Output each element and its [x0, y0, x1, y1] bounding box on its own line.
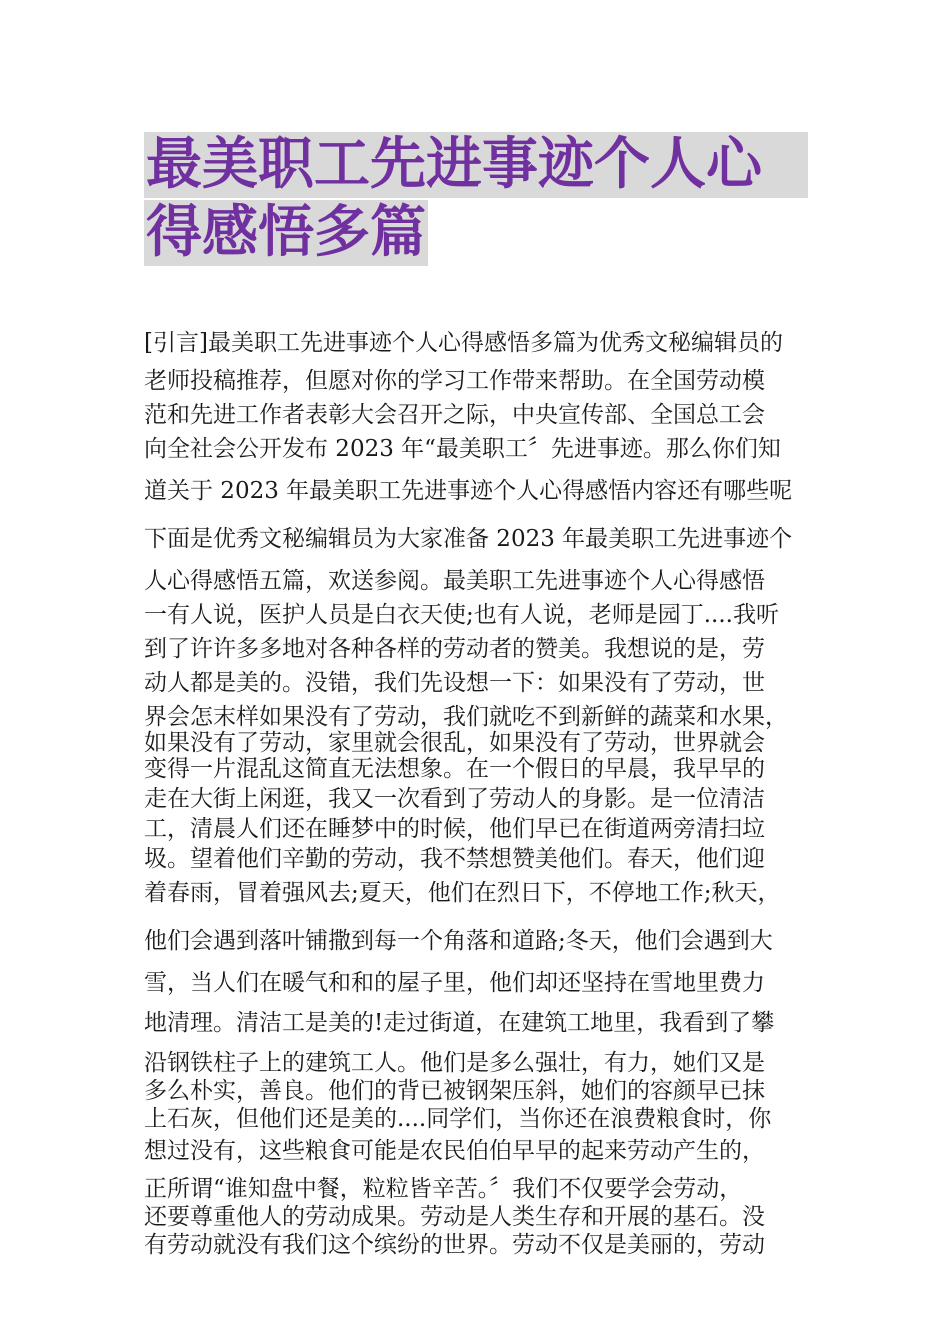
body-line: 到了许许多多地对各种各样的劳动者的赞美。我想说的是，劳 [144, 636, 765, 662]
body-line: 多么朴实，善良。他们的背已被钢架压斜，她们的容颜早已抹 [144, 1078, 765, 1104]
body-line: 下面是优秀文秘编辑员为大家准备 2023 年最美职工先进事迹个 [144, 526, 793, 552]
body-line: 走在大街上闲逛，我又一次看到了劳动人的身影。是一位清洁 [144, 786, 765, 812]
body-line: 地清理。清洁工是美的!走过街道，在建筑工地里，我看到了攀 [144, 1010, 775, 1036]
body-line: 沿钢铁柱子上的建筑工人。他们是多么强壮，有力，她们又是 [144, 1050, 765, 1076]
body-line: 想过没有，这些粮食可能是农民伯伯早早的起来劳动产生的， [144, 1138, 765, 1164]
body-line: 人心得感悟五篇，欢送参阅。最美职工先进事迹个人心得感悟 [144, 568, 765, 594]
body-line: 上石灰，但他们还是美的....同学们，当你还在浪费粮食时，你 [144, 1106, 772, 1132]
body-line: 正所谓“谁知盘中餐，粒粒皆辛苦。〞我们不仅要学会劳动， [144, 1176, 743, 1202]
body-line: 一有人说，医护人员是白衣天使;也有人说，老师是园丁....我听 [144, 602, 779, 628]
body-line: 老师投稿推荐，但愿对你的学习工作带来帮助。在全国劳动模 [144, 368, 765, 394]
body-line: 有劳动就没有我们这个缤纷的世界。劳动不仅是美丽的，劳动 [144, 1232, 765, 1258]
body-line: 雪，当人们在暖气和和的屋子里，他们却还坚持在雪地里费力 [144, 970, 765, 996]
body-line: 界会怎末样如果没有了劳动，我们就吃不到新鲜的蔬菜和水果， [144, 704, 788, 730]
body-line: 道关于 2023 年最美职工先进事迹个人心得感悟内容还有哪些呢 [144, 478, 793, 504]
body-line: 动人都是美的。没错，我们先设想一下：如果没有了劳动，世 [144, 670, 765, 696]
body-line: 圾。望着他们辛勤的劳动，我不禁想赞美他们。春天，他们迎 [144, 846, 765, 872]
body-line: 变得一片混乱这简直无法想象。在一个假日的早晨，我早早的 [144, 756, 765, 782]
body-line: 工，清晨人们还在睡梦中的时候，他们早已在街道两旁清扫垃 [144, 816, 765, 842]
body-line: 范和先进工作者表彰大会召开之际，中央宣传部、全国总工会 [144, 402, 765, 428]
body-line: 如果没有了劳动，家里就会很乱，如果没有了劳动，世界就会 [144, 730, 765, 756]
title-line-2: 得感悟多篇 [146, 200, 426, 265]
title-line-1: 最美职工先进事迹个人心 [144, 132, 808, 198]
body-line: 向全社会公开发布 2023 年“最美职工〞先进事迹。那么你们知 [144, 436, 781, 462]
body-line: 着春雨，冒着强风去;夏天，他们在烈日下，不停地工作;秋天， [144, 880, 781, 906]
body-line: 还要尊重他人的劳动成果。劳动是人类生存和开展的基石。没 [144, 1204, 765, 1230]
body-line: [引言]最美职工先进事迹个人心得感悟多篇为优秀文秘编辑员的 [144, 330, 783, 356]
body-line: 他们会遇到落叶铺撒到每一个角落和道路;冬天，他们会遇到大 [144, 928, 773, 954]
